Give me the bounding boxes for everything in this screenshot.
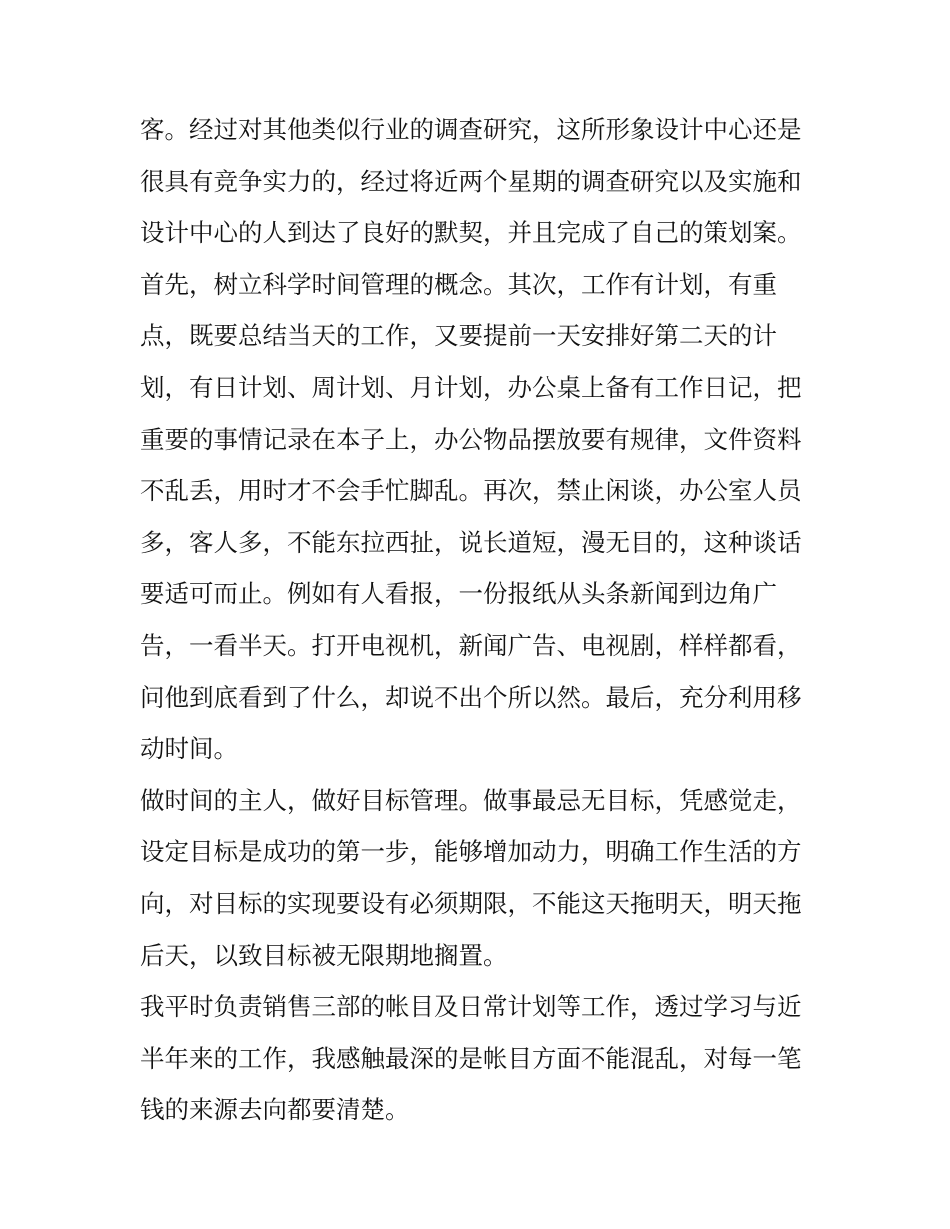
text-line: 半年来的工作，我感触最深的是帐目方面不能混乱，对每一笔: [140, 1043, 802, 1073]
text-line: 问他到底看到了什么，却说不出个所以然。最后，充分利用移: [140, 682, 802, 712]
text-line: 做时间的主人，做好目标管理。做事最忌无目标，凭感觉走，: [140, 785, 802, 815]
text-line: 设定目标是成功的第一步，能够增加动力，明确工作生活的方: [140, 837, 802, 867]
text-line: 很具有竞争实力的，经过将近两个星期的调查研究以及实施和: [140, 166, 802, 196]
body-text: [140, 104, 820, 1136]
text-line: 划，有日计划、周计划、月计划，办公桌上备有工作日记，把: [140, 372, 802, 402]
text-line: 向，对目标的实现要设有必须期限，不能这天拖明天，明天拖: [140, 888, 802, 918]
text-line: 我平时负责销售三部的帐目及日常计划等工作，透过学习与近: [140, 992, 802, 1022]
text-line: 设计中心的人到达了良好的默契，并且完成了自己的策划案。: [140, 218, 802, 248]
text-line: 后天，以致目标被无限期地搁置。: [140, 940, 508, 970]
text-line: 动时间。: [140, 734, 238, 764]
text-line: 重要的事情记录在本子上，办公物品摆放要有规律，文件资料: [140, 424, 802, 454]
text-line: 首先，树立科学时间管理的概念。其次，工作有计划，有重: [140, 269, 777, 299]
text-line: 多，客人多，不能东拉西扯，说长道短，漫无目的，这种谈话: [140, 527, 802, 557]
text-line: 客。经过对其他类似行业的调查研究，这所形象设计中心还是: [140, 115, 802, 144]
text-line: 点，既要总结当天的工作，又要提前一天安排好第二天的计: [140, 321, 777, 351]
text-line: 要适可而止。例如有人看报，一份报纸从头条新闻到边角广: [140, 579, 777, 609]
text-line: 告，一看半天。打开电视机，新闻广告、电视剧，样样都看，: [140, 630, 802, 660]
text-line: 不乱丢，用时才不会手忙脚乱。再次，禁止闲谈，办公室人员: [140, 476, 802, 506]
text-line: 钱的来源去向都要清楚。: [140, 1095, 410, 1125]
